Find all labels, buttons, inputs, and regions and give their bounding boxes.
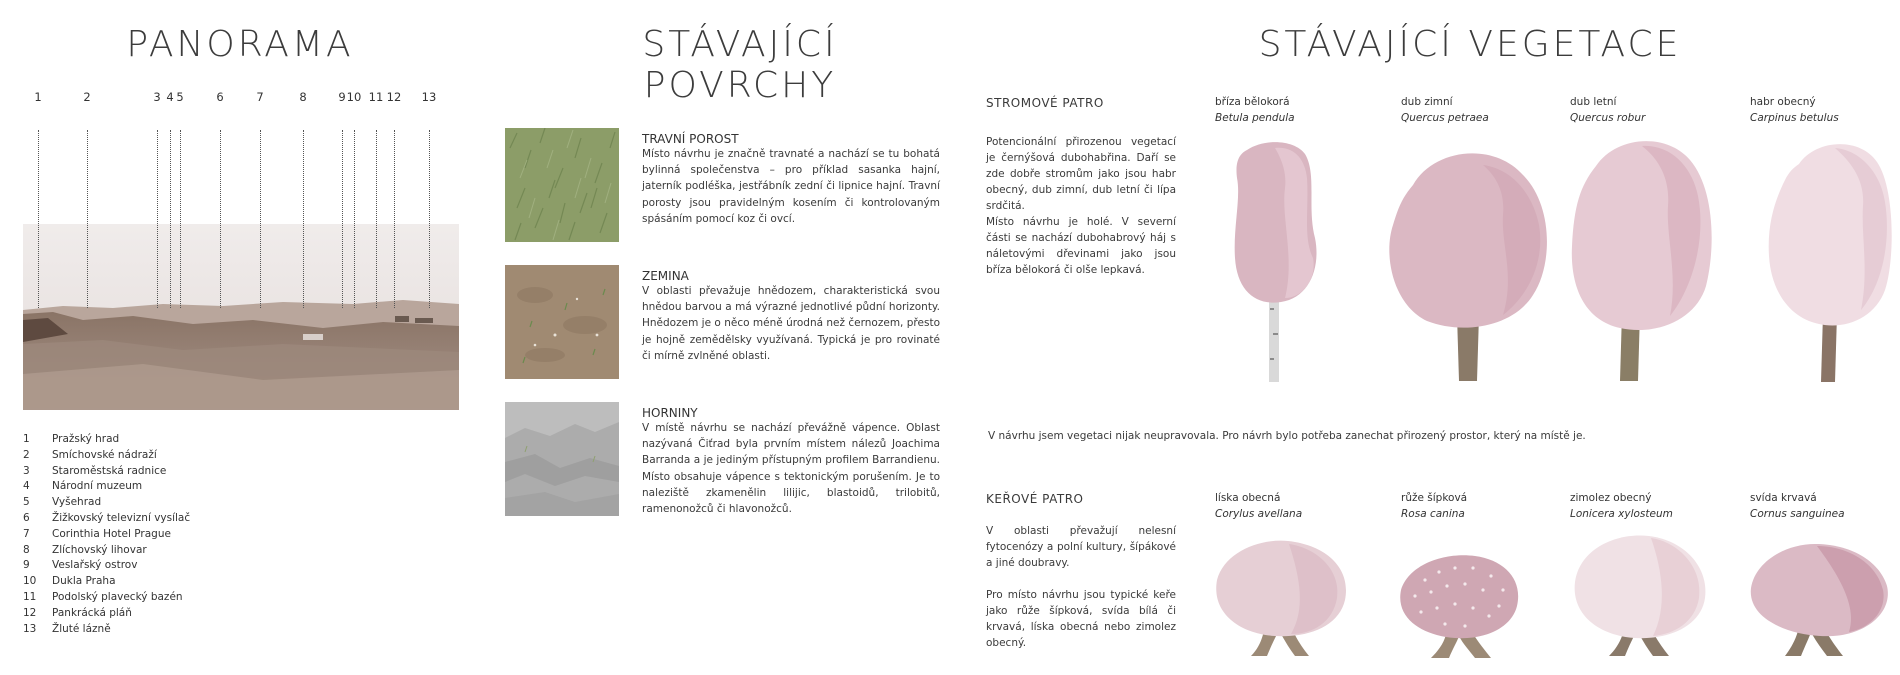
panorama-title: PANORAMA <box>126 24 354 65</box>
pano-guide-line <box>157 130 158 308</box>
legend-item <box>23 606 190 622</box>
tree-species-hornbeam <box>1750 94 1839 126</box>
pano-guide-line <box>394 130 395 308</box>
legend-label: Dukla Praha <box>52 575 116 588</box>
pano-number: 6 <box>216 90 224 104</box>
surface-text-grass: Místo návrhu je značně travnaté a nachází se tu bohatá bylinná společenstva – pro příklad sasanka hajní, jaterník podléška, jestřábník zední či lipnice hajní. Travní porosty jsou pravidelným kosením či kontrolovaným spásáním pomocí koz či ovcí. <box>642 148 940 225</box>
legend-label: Zlíchovský lihovar <box>52 543 147 556</box>
species-latin: Quercus robur <box>1570 112 1646 124</box>
legend-number: 1 <box>23 433 30 445</box>
pano-number: 8 <box>299 90 307 104</box>
legend-number: 6 <box>23 511 30 524</box>
dogwood-illustration <box>1745 538 1895 660</box>
tree-layer-text-1: Potencionální přirozenou vegetací je černýšová dubohabřina. Daří se zde dobře stromům jako jsou habr obecný, dub zimní, dub letní či lípa srdčitá. <box>986 136 1176 212</box>
pano-guide-line <box>87 130 88 308</box>
legend-label: Podolský plavecký bazén <box>52 590 183 603</box>
legend-number: 13 <box>23 622 37 635</box>
pano-number: 1 <box>34 90 42 104</box>
sessile-oak-illustration <box>1383 145 1553 383</box>
shrub-species-honeysuckle <box>1570 490 1673 522</box>
legend-number: 10 <box>23 575 37 588</box>
tree-layer-title: STROMOVÉ PATRO <box>986 96 1104 110</box>
pano-number: 13 <box>421 90 437 104</box>
surface-title-rock: HORNINY <box>642 406 698 420</box>
pano-guide-line <box>220 130 221 308</box>
legend-number: 7 <box>23 527 30 540</box>
vegetation-title: STÁVAJÍCÍ VEGETACE <box>1258 24 1682 65</box>
pano-guide-line <box>170 130 171 308</box>
legend-item <box>23 622 190 638</box>
pano-guide-line <box>429 130 430 308</box>
legend-item <box>23 574 190 590</box>
legend-label: Corinthia Hotel Prague <box>52 527 171 540</box>
pano-number: 3 <box>153 90 161 104</box>
pano-guide-line <box>180 130 181 308</box>
legend-item <box>23 527 190 543</box>
surfaces-title: STÁVAJÍCÍ POVRCHY <box>642 24 838 106</box>
legend-label: Vyšehrad <box>52 496 102 509</box>
shrub-layer-text-2: Pro místo návrhu jsou typické keře jako růže šípková, svída bílá či krvavá, líska obecná nebo zimolez obecný. <box>986 589 1176 649</box>
legend-label: Žluté lázně <box>52 622 111 635</box>
species-latin: Carpinus betulus <box>1750 112 1839 124</box>
soil-texture-image <box>505 265 619 379</box>
surface-title-soil: ZEMINA <box>642 269 689 283</box>
pano-guide-line <box>354 130 355 308</box>
species-latin: Betula pendula <box>1215 112 1295 124</box>
legend-label: Staroměstská radnice <box>52 464 167 477</box>
legend-number: 5 <box>23 496 30 509</box>
pano-guide-line <box>260 130 261 308</box>
pano-number: 2 <box>83 90 91 104</box>
legend-number: 9 <box>23 559 30 572</box>
dog-rose-illustration <box>1395 550 1525 660</box>
legend-item <box>23 590 190 606</box>
pano-number: 9 <box>338 90 346 104</box>
tree-layer-text-2: Místo návrhu je holé. V severní části se nachází dubohabrový háj s náletovými dřevinami jako jsou bříza bělokorá či olše lepkavá. <box>986 216 1176 276</box>
legend-label: Veslařský ostrov <box>52 559 138 572</box>
legend-item <box>23 495 190 511</box>
legend-number: 3 <box>23 464 30 477</box>
hornbeam-illustration <box>1765 140 1895 383</box>
legend-item <box>23 543 190 559</box>
shrub-layer-text-1: V oblasti převažují nelesní fytocenózy a polní kultury, šípákové a jiné doubravy. <box>986 525 1176 569</box>
species-name: růže šípková <box>1401 492 1468 504</box>
legend-number: 2 <box>23 448 30 461</box>
species-latin: Lonicera xylosteum <box>1570 508 1673 520</box>
species-name: habr obecný <box>1750 96 1816 108</box>
legend-item <box>23 511 190 527</box>
pano-guide-line <box>303 130 304 308</box>
surface-title-grass: TRAVNÍ POROST <box>642 132 739 146</box>
tree-species-english-oak <box>1570 94 1645 126</box>
hazel-illustration <box>1205 530 1355 660</box>
shrub-species-dogwood <box>1750 490 1845 522</box>
species-name: dub letní <box>1570 96 1617 108</box>
legend-label: Pankrácká pláň <box>52 606 132 619</box>
tree-species-sessile-oak <box>1401 94 1489 126</box>
species-latin: Quercus petraea <box>1401 112 1489 124</box>
legend-label: Národní muzeum <box>52 480 143 493</box>
shrub-species-hazel <box>1215 490 1302 522</box>
legend-label: Smíchovské nádraží <box>52 448 157 461</box>
species-name: bříza bělokorá <box>1215 96 1290 108</box>
panorama-legend <box>23 432 190 637</box>
honeysuckle-illustration <box>1565 528 1715 660</box>
legend-label: Pražský hrad <box>52 433 120 445</box>
vegetation-note: V návrhu jsem vegetaci nijak neupravovala. Pro návrh bylo potřeba zanechat přirozený prostor, který na místě je. <box>988 430 1586 442</box>
birch-tree-illustration <box>1225 138 1325 383</box>
rock-texture-image <box>505 402 619 516</box>
legend-number: 11 <box>23 590 37 603</box>
pano-guide-line <box>376 130 377 308</box>
surface-text-soil: V oblasti převažuje hnědozem, charakteristická svou hnědou barvou a má výrazné jednotlivé půdní horizonty. Hnědozem je o něco méně úrodná než černozem, přesto je hojně zemědělsky využívaná. Typická je pro rovinaté či mírně zvlněné oblasti. <box>642 285 940 362</box>
legend-item <box>23 432 190 448</box>
legend-number: 12 <box>23 606 37 619</box>
english-oak-illustration <box>1566 136 1716 383</box>
pano-number: 7 <box>256 90 264 104</box>
surface-text-rock: V místě návrhu se nachází převážně vápence. Oblast nazývaná Čiťrad byla prvním místem nálezů Joachima Barranda a je jediným přístupným profilem Barrandienu. Místo obsahuje vápence s tektonickým porušením. Je to naleziště zkamenělin lilijic, blastoidů, trilobitů, ramenonožců či hlavonožců. <box>642 422 940 516</box>
legend-number: 4 <box>23 480 30 493</box>
species-name: dub zimní <box>1401 96 1453 108</box>
legend-item <box>23 448 190 464</box>
grass-texture-image <box>505 128 619 242</box>
species-name: svída krvavá <box>1750 492 1817 504</box>
legend-item <box>23 558 190 574</box>
pano-number: 4 <box>166 90 174 104</box>
pano-guide-line <box>342 130 343 308</box>
tree-species-birch <box>1215 94 1295 126</box>
species-name: zimolez obecný <box>1570 492 1652 504</box>
legend-label: Žižkovský televizní vysílač <box>52 511 191 524</box>
shrub-layer-title: KEŘOVÉ PATRO <box>986 492 1084 506</box>
species-latin: Cornus sanguinea <box>1750 508 1845 520</box>
species-latin: Rosa canina <box>1401 508 1465 520</box>
pano-number: 5 <box>176 90 184 104</box>
shrub-species-dog-rose <box>1401 490 1467 522</box>
legend-item <box>23 464 190 480</box>
pano-number: 10 <box>346 90 362 104</box>
legend-number: 8 <box>23 543 30 556</box>
pano-number: 11 <box>368 90 384 104</box>
species-name: líska obecná <box>1215 492 1281 504</box>
pano-number: 12 <box>386 90 402 104</box>
species-latin: Corylus avellana <box>1215 508 1303 520</box>
legend-item <box>23 479 190 495</box>
pano-guide-line <box>38 130 39 308</box>
